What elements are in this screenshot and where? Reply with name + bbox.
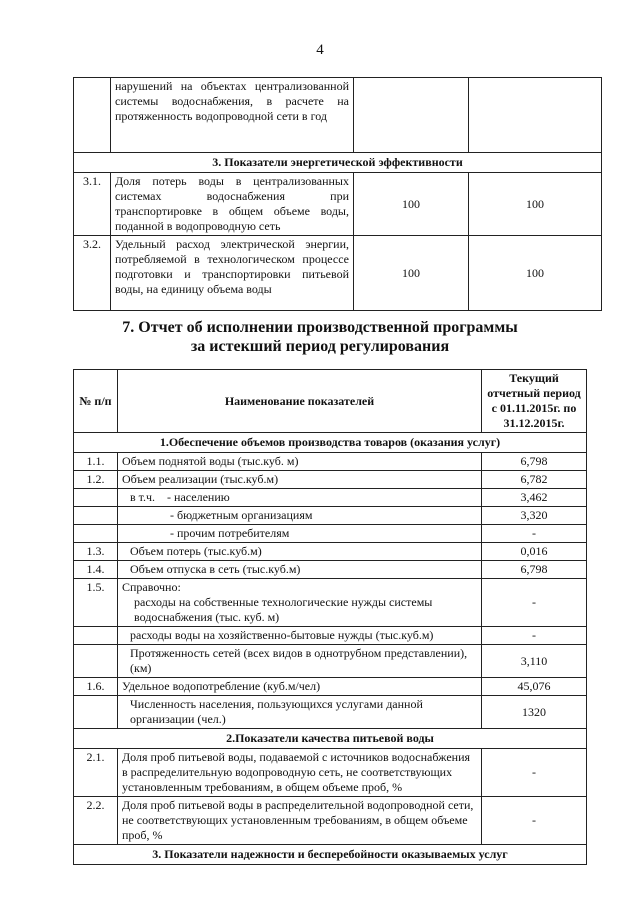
table-row bbox=[74, 78, 602, 153]
row-number: 1.1. bbox=[74, 453, 118, 471]
value-cell bbox=[354, 78, 469, 153]
row-number bbox=[74, 525, 118, 543]
indicator-value: 6,798 bbox=[482, 561, 587, 579]
row-number bbox=[74, 696, 118, 729]
table-row bbox=[74, 696, 587, 729]
indicator-value: 3,462 bbox=[482, 489, 587, 507]
section3-energy-title: 3. Показатели энергетической эффективности bbox=[74, 153, 602, 173]
indicator-name: Численность населения, пользующихся услугами данной организации (чел.) bbox=[118, 696, 482, 729]
row-number: 1.2. bbox=[74, 471, 118, 489]
table-row bbox=[74, 627, 587, 645]
indicator-name: в т.ч. - населению bbox=[118, 489, 482, 507]
header-current-period: Текущий отчетный период с 01.11.2015г. по 31.12.2015г. bbox=[482, 370, 587, 433]
own-needs-text: расходы на собственные технологические нужды системы водоснабжения (тыс. куб. м) bbox=[134, 595, 433, 624]
section7-heading bbox=[0, 318, 640, 356]
indicator-name-cell: нарушений на объектах централизованной системы водоснабжения, в расчете на протяженность водопроводной сети в год bbox=[111, 78, 354, 153]
table-row bbox=[74, 678, 587, 696]
table-row bbox=[74, 471, 587, 489]
row-number: 1.4. bbox=[74, 561, 118, 579]
indicator-value: 45,076 bbox=[482, 678, 587, 696]
table-row bbox=[74, 236, 602, 311]
row-number: 1.5. bbox=[74, 579, 118, 627]
row-number-cell bbox=[74, 78, 111, 153]
table-row bbox=[74, 579, 587, 627]
value-current: 100 bbox=[469, 173, 602, 236]
row-number bbox=[74, 645, 118, 678]
indicator-value: - bbox=[482, 797, 587, 845]
indicator-name: - бюджетным организациям bbox=[118, 507, 482, 525]
indicator-value: - bbox=[482, 627, 587, 645]
table-row bbox=[74, 797, 587, 845]
header-row bbox=[74, 370, 587, 433]
indicator-value: - bbox=[482, 749, 587, 797]
indicator-value: 1320 bbox=[482, 696, 587, 729]
indicator-value: 6,798 bbox=[482, 453, 587, 471]
value-previous: 100 bbox=[354, 173, 469, 236]
section-header-row bbox=[74, 433, 587, 453]
row-number bbox=[74, 627, 118, 645]
indicator-name: Удельный расход электрической энергии, потребляемой в технологическом процессе подготовки и транспортировки питьевой воды, на единицу объема воды bbox=[111, 236, 354, 311]
header-name: Наименование показателей bbox=[118, 370, 482, 433]
indicator-value: 0,016 bbox=[482, 543, 587, 561]
row-number: 3.2. bbox=[74, 236, 111, 311]
table-row bbox=[74, 561, 587, 579]
value-current: 100 bbox=[469, 236, 602, 311]
row-number bbox=[74, 489, 118, 507]
section-header-row bbox=[74, 845, 587, 865]
header-num: № п/п bbox=[74, 370, 118, 433]
indicator-value: 3,320 bbox=[482, 507, 587, 525]
indicator-name: Доля проб питьевой воды, подаваемой с источников водоснабжения в распределительную водопроводную сеть, не соответствующих установленным требованиям, в общем объеме проб, % bbox=[118, 749, 482, 797]
section-header-row bbox=[74, 729, 587, 749]
indicator-value: 6,782 bbox=[482, 471, 587, 489]
production-program-report-table bbox=[73, 369, 587, 865]
table-row bbox=[74, 173, 602, 236]
table-row bbox=[74, 543, 587, 561]
indicator-name: Протяженность сетей (всех видов в однотрубном представлении), (км) bbox=[118, 645, 482, 678]
section2-title: 2.Показатели качества питьевой воды bbox=[74, 729, 587, 749]
indicator-value: - bbox=[482, 525, 587, 543]
page-number: 4 bbox=[316, 42, 324, 58]
value-cell bbox=[469, 78, 602, 153]
section7-title-line2: за истекший период регулирования bbox=[190, 338, 450, 355]
indicator-name: расходы воды на хозяйственно-бытовые нужды (тыс.куб.м) bbox=[118, 627, 482, 645]
table-row bbox=[74, 525, 587, 543]
row-number bbox=[74, 507, 118, 525]
indicator-name: Объем реализации (тыс.куб.м) bbox=[118, 471, 482, 489]
table-row bbox=[74, 489, 587, 507]
continued-indicators-table bbox=[73, 77, 602, 311]
table-row bbox=[74, 507, 587, 525]
indicator-name: Объем потерь (тыс.куб.м) bbox=[118, 543, 482, 561]
indicator-value: - bbox=[482, 579, 587, 627]
row-number: 1.6. bbox=[74, 678, 118, 696]
indicator-name: Доля потерь воды в централизованных системах водоснабжения при транспортировке в общем объеме воды, поданной в водопроводную сеть bbox=[111, 173, 354, 236]
table-row bbox=[74, 645, 587, 678]
section-header-row bbox=[74, 153, 602, 173]
reference-label: Справочно: bbox=[122, 580, 181, 594]
indicator-name: Доля проб питьевой воды в распределительной водопроводной сети, не соответствующих установленным требованиям, в общем объеме проб, % bbox=[118, 797, 482, 845]
row-number: 2.2. bbox=[74, 797, 118, 845]
value-previous: 100 bbox=[354, 236, 469, 311]
table-row bbox=[74, 749, 587, 797]
indicator-name: Удельное водопотребление (куб.м/чел) bbox=[118, 678, 482, 696]
table-row bbox=[74, 453, 587, 471]
indicator-name: Объем отпуска в сеть (тыс.куб.м) bbox=[118, 561, 482, 579]
section3-title: 3. Показатели надежности и бесперебойности оказываемых услуг bbox=[74, 845, 587, 865]
indicator-value: 3,110 bbox=[482, 645, 587, 678]
indicator-name: Объем поднятой воды (тыс.куб. м) bbox=[118, 453, 482, 471]
row-number: 3.1. bbox=[74, 173, 111, 236]
row-number: 1.3. bbox=[74, 543, 118, 561]
indicator-name bbox=[118, 579, 482, 627]
indicator-name: - прочим потребителям bbox=[118, 525, 482, 543]
section7-title-line1: 7. Отчет об исполнении производственной программы bbox=[122, 319, 518, 336]
row-number: 2.1. bbox=[74, 749, 118, 797]
section1-title: 1.Обеспечение объемов производства товаров (оказания услуг) bbox=[74, 433, 587, 453]
